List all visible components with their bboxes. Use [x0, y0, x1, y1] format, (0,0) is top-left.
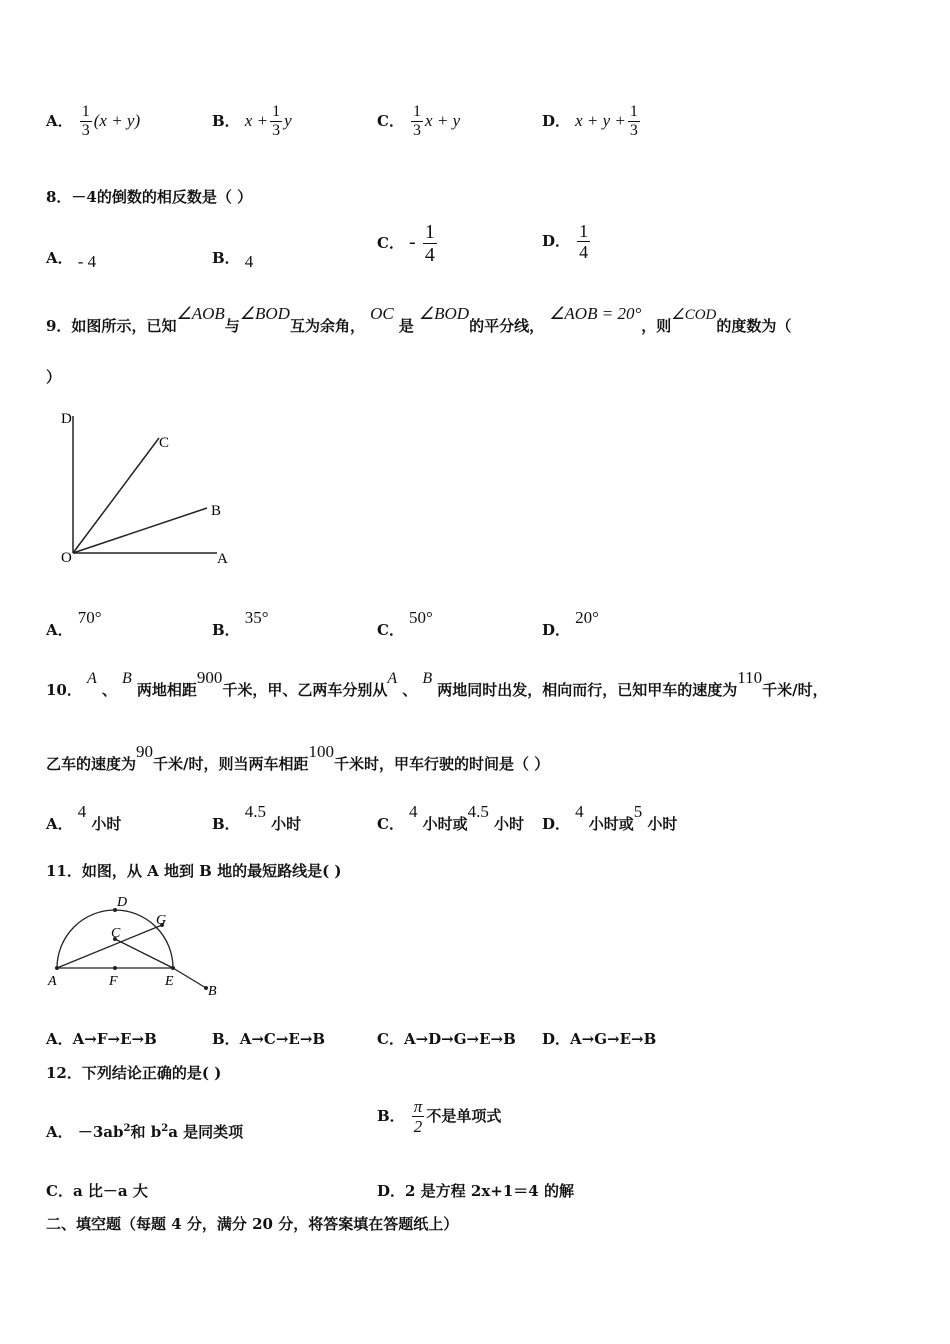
q12-option-d: D．2 是方程 2x+1＝4 的解	[377, 1182, 574, 1200]
q10-stem-line2: 乙车的速度为90千米/时，则当两车相距100千米时，甲车行驶的时间是（ ）	[46, 742, 550, 773]
q9-angle-figure	[55, 404, 255, 574]
label-o: O	[61, 550, 72, 566]
label-f: F	[109, 974, 118, 989]
q8-option-b: B． 4	[212, 249, 254, 271]
label-d: D	[117, 895, 128, 910]
q9-option-a: A． 70°	[46, 608, 102, 639]
q11-route-figure	[45, 893, 235, 1008]
label-a: A	[48, 974, 57, 989]
q8-stem: 8．－4的倒数的相反数是（ ）	[46, 188, 253, 206]
q9-stem-close: ）	[46, 368, 62, 386]
fraction: $\frac{1}{3}$	[413, 103, 422, 139]
label-b: B	[208, 984, 217, 999]
q9-option-d: D． 20°	[542, 608, 599, 639]
q8-option-d: D． $\frac{1}{4}$	[542, 221, 589, 262]
fraction: $\frac{1}{4}$	[579, 221, 589, 262]
q8-option-c: C． - $\frac{1}{4}$	[377, 221, 435, 266]
label-c: C	[159, 435, 170, 451]
q7-option-c: C． $\frac{1}{3}$ x + y	[377, 103, 461, 139]
q7-option-b: B． x + $\frac{1}{3}$ y	[212, 103, 292, 139]
fraction: $\frac{1}{3}$	[272, 103, 281, 139]
section-heading: 二、填空题（每题 4 分，满分 20 分，将答案填在答题纸上）	[46, 1215, 459, 1233]
q10-option-b: B． 4.5 小时	[212, 802, 302, 833]
q10-stem-line1: 10． A 、 B 两地相距900千米，甲、乙两车分别从A 、 B 两地同时出发，相向而行，已知甲车的速度为110千米/时，	[46, 668, 828, 699]
q12-option-b: B． $\frac{\pi}{2}$ 不是单项式	[377, 1097, 502, 1136]
q9-option-b: B． 35°	[212, 608, 269, 639]
q8-option-a: A． - 4	[46, 249, 97, 271]
q12-stem: 12．下列结论正确的是( )	[46, 1064, 222, 1082]
fraction: $\frac{1}{3}$	[81, 103, 90, 139]
q11-option-d: D．A→G→E→B	[542, 1030, 657, 1048]
label-a: A	[217, 551, 228, 567]
q11-option-c: C．A→D→G→E→B	[377, 1030, 516, 1048]
fraction: $\frac{1}{4}$	[424, 221, 435, 266]
q7-option-d: D． x + y + $\frac{1}{3}$	[542, 103, 638, 139]
q10-option-c: C． 4 小时或4.5 小时	[377, 802, 525, 833]
q9-stem: 9．如图所示，已知∠AOB与∠BOD互为余角， OC 是 ∠BOD的平分线， ∠AOB = 20°，则∠COD的度数为（	[46, 304, 792, 335]
q10-option-a: A． 4 小时	[46, 802, 122, 833]
label-e: E	[165, 974, 174, 989]
q11-option-b: B．A→C→E→B	[212, 1030, 326, 1048]
q11-stem: 11．如图，从 A 地到 B 地的最短路线是( )	[46, 862, 342, 880]
q11-option-a: A．A→F→E→B	[46, 1030, 157, 1048]
label-b: B	[211, 503, 222, 519]
q12-option-a: A． $-3ab^2$和 $b^2a$ 是同类项	[46, 1123, 244, 1141]
fraction: $\frac{1}{3}$	[629, 103, 638, 139]
q12-option-c: C．a 比－a 大	[46, 1182, 148, 1200]
q9-option-c: C． 50°	[377, 608, 433, 639]
fraction: $\frac{\pi}{2}$	[413, 1097, 423, 1136]
q10-option-d: D． 4 小时或5 小时	[542, 802, 678, 833]
label-d: D	[61, 411, 72, 427]
label-c: C	[111, 926, 121, 941]
label-g: G	[156, 913, 167, 928]
q7-option-a: A． $\frac{1}{3}$ (x + y)	[46, 103, 141, 139]
